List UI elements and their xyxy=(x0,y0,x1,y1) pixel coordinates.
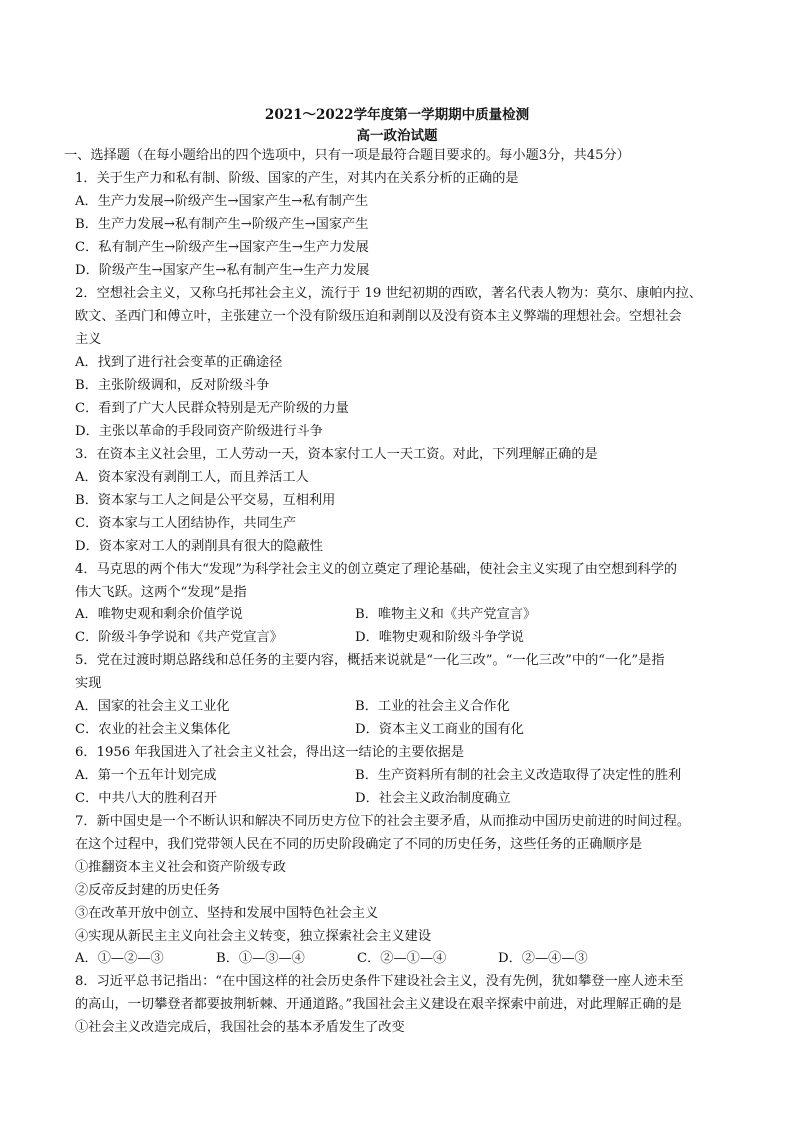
q1-option-a: A．生产力发展→阶级产生→国家产生→私有制产生 xyxy=(75,194,369,209)
q2-option-d: D．主张以革命的手段同资产阶级进行斗争 xyxy=(75,424,323,439)
q2-option-a: A．找到了进行社会变革的正确途径 xyxy=(75,355,283,370)
q7-option-b: B．①—③—④ xyxy=(216,951,305,966)
q7-stem-line2: 在这个过程中，我们党带领人民在不同的历史阶段确定了不同的历史任务，这些任务的正确顺序是 xyxy=(75,837,643,852)
q5-option-d: D．资本主义工商业的国有化 xyxy=(355,722,524,737)
q7-option-c: C．②—①—④ xyxy=(357,951,447,966)
q1-stem: 1．关于生产力和私有制、阶级、国家的产生，对其内在关系分析的正确的是 xyxy=(75,171,519,186)
q7-item-2: ②反帝反封建的历史任务 xyxy=(75,883,221,898)
q4-option-c: C．阶级斗争学说和《共产党宣言》 xyxy=(75,630,283,645)
q6-stem: 6．1956 年我国进入了社会主义社会，得出这一结论的主要依据是 xyxy=(75,745,465,760)
q2-option-c: C．看到了广大人民群众特别是无产阶级的力量 xyxy=(75,401,349,416)
q4-stem-line1: 4．马克思的两个伟大“发现”为科学社会主义的创立奠定了理论基础，使社会主义实现了由空想到科学的 xyxy=(75,562,678,577)
q4-stem-line2: 伟大飞跃。这两个“发现”是指 xyxy=(75,585,247,600)
q5-option-c: C．农业的社会主义集体化 xyxy=(75,722,231,737)
q4-option-d: D．唯物史观和阶级斗争学说 xyxy=(355,630,524,645)
q6-option-d: D．社会主义政治制度确立 xyxy=(355,791,511,806)
q2-option-b: B．主张阶级调和，反对阶级斗争 xyxy=(75,378,270,393)
q8-stem-line2: 的高山，一切攀登者都要披荆斩棘、开通道路。”我国社会主义建设在艰辛探索中前进，对此理解正确的是 xyxy=(75,997,682,1012)
q3-option-d: D．资本家对工人的剥削具有很大的隐蔽性 xyxy=(75,539,323,554)
q8-item-1: ①社会主义改造完成后，我国社会的基本矛盾发生了改变 xyxy=(75,1020,405,1035)
q5-stem-line2: 实现 xyxy=(75,676,102,691)
q4-option-b: B．唯物主义和《共产党宣言》 xyxy=(355,607,537,622)
q6-option-b: B．生产资料所有制的社会主义改造取得了决定性的胜利 xyxy=(355,768,682,783)
q3-option-b: B．资本家与工人之间是公平交易，互相利用 xyxy=(75,493,336,508)
q5-stem-line1: 5．党在过渡时期总路线和总任务的主要内容，概括来说就是“一化三改”。“一化三改”中的“一化”是指 xyxy=(75,653,665,668)
subject-title: 高一政治试题 xyxy=(356,128,438,144)
q7-option-a: A．①—②—③ xyxy=(75,951,164,966)
q7-item-4: ④实现从新民主主义向社会主义转变，独立探索社会主义建设 xyxy=(75,929,432,944)
q4-option-a: A．唯物史观和剩余价值学说 xyxy=(75,607,243,622)
q7-stem-line1: 7．新中国史是一个不断认识和解决不同历史方位下的社会主要矛盾，从而推动中国历史前进的时间过程。 xyxy=(75,814,691,829)
q2-stem-line3: 主义 xyxy=(75,332,102,347)
section-heading: 一、选择题（在每小题给出的四个选项中，只有一项是最符合题目要求的。每小题3分，共45分） xyxy=(64,148,630,163)
exam-title: 2021～2022学年度第一学期期中质量检测 xyxy=(264,107,530,123)
q2-stem-line2: 欧文、圣西门和傅立叶，主张建立一个没有阶级压迫和剥削以及没有资本主义弊端的理想社会。空想社会 xyxy=(75,309,682,324)
q7-option-d: D．②—④—③ xyxy=(498,951,588,966)
q5-option-a: A．国家的社会主义工业化 xyxy=(75,699,230,714)
q7-item-1: ①推翻资本主义社会和资产阶级专政 xyxy=(75,860,286,875)
q1-option-d: D．阶级产生→国家产生→私有制产生→生产力发展 xyxy=(75,263,370,278)
q3-stem: 3．在资本主义社会里，工人劳动一天，资本家付工人一天工资。对此，下列理解正确的是 xyxy=(75,447,598,462)
q5-option-b: B．工业的社会主义合作化 xyxy=(355,699,510,714)
q3-option-c: C．资本家与工人团结协作，共同生产 xyxy=(75,516,297,531)
q3-option-a: A．资本家没有剥削工人，而且养活工人 xyxy=(75,470,309,485)
q1-option-b: B．生产力发展→私有制产生→阶级产生→国家产生 xyxy=(75,217,369,232)
q8-stem-line1: 8．习近平总书记指出：“在中国这样的社会历史条件下建设社会主义，没有先例，犹如攀登一座人迹未至 xyxy=(75,974,684,989)
q1-option-c: C．私有制产生→阶级产生→国家产生→生产力发展 xyxy=(75,240,369,255)
q2-stem-line1: 2．空想社会主义，又称乌托邦社会主义，流行于 19 世纪初期的西欧，著名代表人物为：莫尔、康帕内拉、 xyxy=(75,286,702,301)
q7-options-row xyxy=(0,949,794,971)
q6-option-a: A．第一个五年计划完成 xyxy=(75,768,217,783)
q7-item-3: ③在改革开放中创立、坚持和发展中国特色社会主义 xyxy=(75,906,379,921)
q6-option-c: C．中共八大的胜利召开 xyxy=(75,791,217,806)
